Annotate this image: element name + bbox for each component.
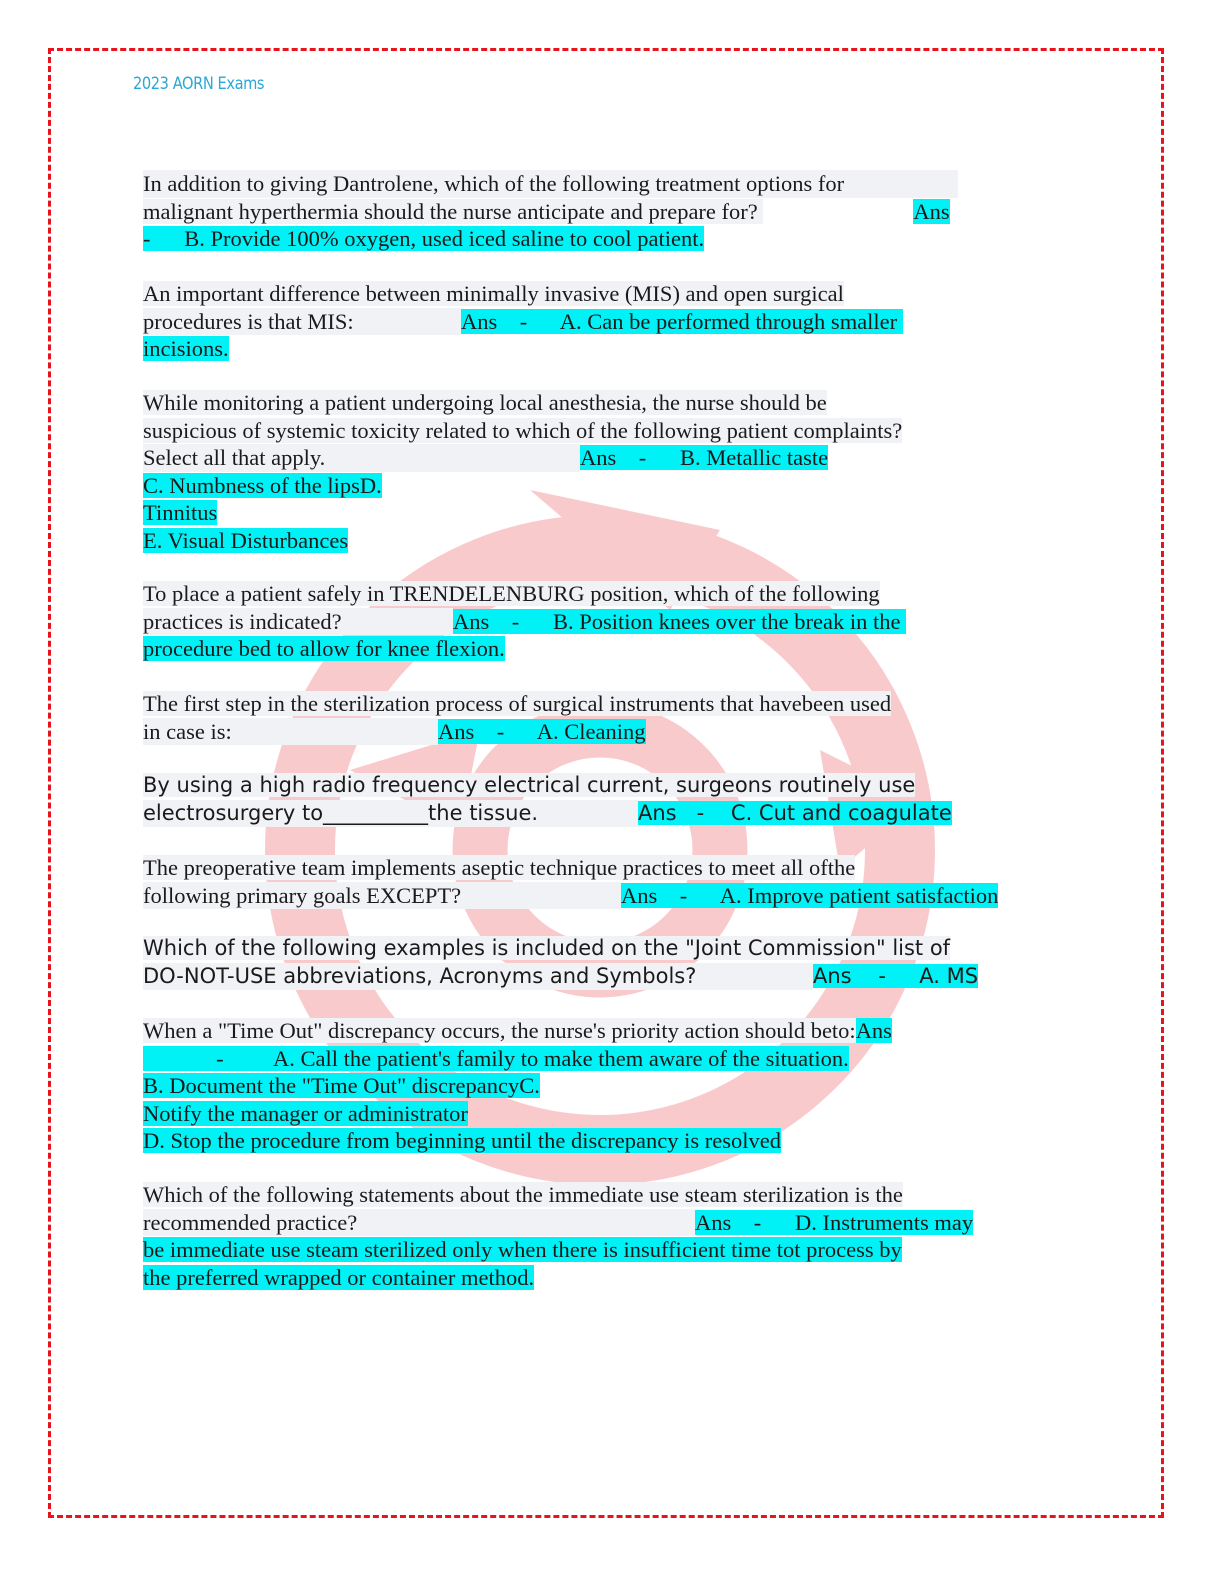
qa-item-4: [143, 580, 1063, 663]
question-line: The preoperative team implements aseptic technique practices to meet all ofthe: [143, 855, 856, 880]
header-title: 2023 AORN Exams: [133, 74, 265, 94]
question-line: While monitoring a patient undergoing local anesthesia, the nurse should be: [143, 390, 827, 415]
answer-text: the preferred wrapped or container method.: [143, 1264, 535, 1290]
answer-text: Ans - C. Cut and coagulate: [638, 800, 952, 825]
question-line: malignant hyperthermia should the nurse anticipate and prepare for?: [143, 198, 764, 224]
qa-item-6: [143, 772, 1063, 827]
question-line: practices is indicated?: [143, 608, 453, 636]
question-line: In addition to giving Dantrolene, which of the following treatment options for: [143, 170, 958, 198]
qa-item-10: [143, 1181, 1063, 1291]
answer-text: Ans - A. Can be performed through smaller: [461, 308, 903, 334]
answer-text: Ans: [913, 198, 950, 224]
answer-text: E. Visual Disturbances: [143, 527, 349, 553]
question-line: recommended practice?: [143, 1209, 695, 1237]
question-line: When a "Time Out" discrepancy occurs, the nurse's priority action should beto:: [143, 1018, 856, 1043]
question-line: procedures is that MIS:: [143, 308, 461, 336]
question-line: By using a high radio frequency electrical current, surgeons routinely use: [143, 773, 916, 797]
answer-text: Notify the manager or administrator: [143, 1100, 468, 1126]
answer-text: B. Document the "Time Out" discrepancyC.: [143, 1073, 540, 1098]
question-line: DO-NOT-USE abbreviations, Acronyms and Symbols?: [143, 963, 813, 991]
answer-text: be immediate use steam sterilized only when there is insufficient time tot process by: [143, 1237, 902, 1262]
answer-text: Ans - B. Position knees over the break in the: [453, 608, 907, 634]
qa-item-5: [143, 690, 1063, 745]
question-line: Which of the following examples is included on the "Joint Commission" list of: [143, 936, 951, 960]
question-line: suspicious of systemic toxicity related to which of the following patient complaints?: [143, 417, 903, 443]
question-line: in case is:: [143, 718, 438, 746]
answer-text: D. Stop the procedure from beginning until the discrepancy is resolved: [143, 1128, 781, 1153]
question-line: An important difference between minimally invasive (MIS) and open surgical: [143, 281, 844, 306]
answer-text: Ans - A. Improve patient satisfaction: [621, 882, 999, 908]
question-line: Which of the following statements about the immediate use steam sterilization is the: [143, 1182, 903, 1207]
answer-text: Ans - A. Cleaning: [438, 718, 646, 744]
answer-text: Tinnitus: [143, 500, 218, 525]
answer-text: Ans: [855, 1018, 892, 1043]
answer-text: Ans - D. Instruments may: [695, 1209, 974, 1235]
question-line: Select all that apply.: [143, 444, 580, 472]
question-line: electrosurgery to__________the tissue.: [143, 800, 638, 828]
qa-item-2: [143, 280, 1063, 363]
qa-item-8: [143, 935, 1063, 990]
qa-item-7: [143, 854, 1063, 909]
answer-text: - B. Provide 100% oxygen, used iced saline to cool patient.: [143, 226, 705, 251]
answer-text: procedure bed to allow for knee flexion.: [143, 636, 505, 661]
qa-item-3: [143, 389, 1063, 554]
qa-item-9: [143, 1017, 1063, 1155]
answer-text: - A. Call the patient's family to make them aware of the situation.: [143, 1045, 849, 1071]
qa-item-1: [143, 170, 1063, 253]
answer-text: Ans - A. MS: [813, 963, 979, 988]
answer-text: incisions.: [143, 336, 229, 361]
answer-text: C. Numbness of the lipsD.: [143, 472, 382, 498]
question-line: following primary goals EXCEPT?: [143, 882, 621, 910]
answer-text: Ans - B. Metallic taste: [580, 445, 829, 470]
question-line: To place a patient safely in TRENDELENBURG position, which of the following: [143, 581, 880, 606]
question-line: The first step in the sterilization process of surgical instruments that havebeen used: [143, 691, 892, 716]
